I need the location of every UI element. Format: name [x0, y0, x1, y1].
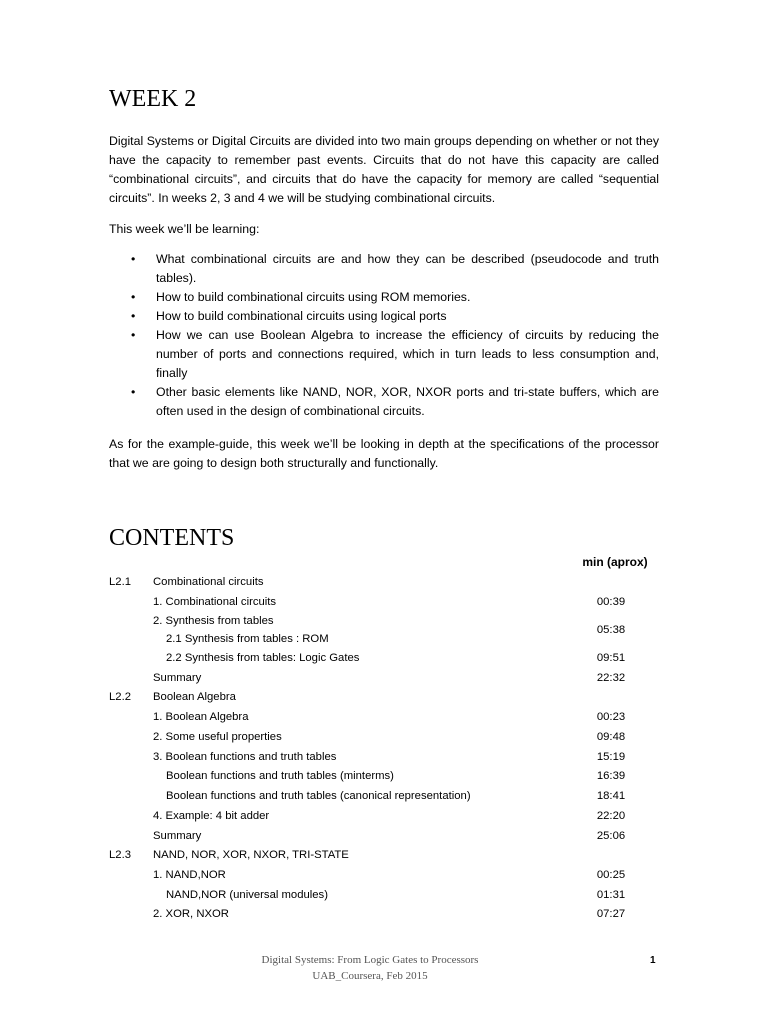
toc-time: 07:27	[596, 908, 626, 920]
bullet-icon: •	[131, 328, 136, 342]
toc-row	[0, 905, 768, 923]
toc-label: Summary	[153, 672, 202, 684]
toc-label: NAND,NOR (universal modules)	[166, 889, 328, 901]
toc-label: 1. Boolean Algebra	[153, 711, 249, 723]
toc-label: 2. Synthesis from tables	[153, 615, 274, 627]
toc-time: 00:23	[596, 711, 626, 723]
bullet-icon: •	[131, 385, 136, 399]
toc-row	[0, 886, 768, 904]
toc-time: 16:39	[596, 770, 626, 782]
toc-time: 01:31	[596, 889, 626, 901]
toc-row	[0, 612, 768, 630]
list-item-text: How to build combinational circuits using ROM memories.	[156, 290, 471, 304]
toc-row	[0, 846, 768, 864]
list-item-text: Other basic elements like NAND, NOR, XOR, NXOR ports and tri-state buffers, which are often used in the design of combinational circuits.	[156, 385, 659, 418]
list-item-text: How to build combinational circuits using logical ports	[156, 309, 447, 323]
toc-label: Boolean functions and truth tables (minterms)	[166, 770, 394, 782]
toc-row	[0, 807, 768, 825]
toc-label: 2.1 Synthesis from tables : ROM	[166, 633, 329, 645]
toc-time: 18:41	[596, 790, 626, 802]
toc-label: 4. Example: 4 bit adder	[153, 810, 270, 822]
example-guide-paragraph: As for the example-guide, this week we’ll be looking in depth at the specifications of the processor that we are going to design both structurally and functionally.	[109, 437, 659, 470]
toc-row	[0, 624, 768, 648]
list-item-text: How we can use Boolean Algebra to increase the efficiency of circuits by reducing the number of ports and connections required, which in turn leads to less consumption and, finally	[156, 328, 659, 380]
toc-time: 00:39	[596, 596, 626, 608]
toc-row	[0, 827, 768, 845]
duration-column-header: min (aprox)	[582, 555, 648, 569]
learning-lead: This week we’ll be learning:	[109, 222, 260, 236]
toc-row	[0, 669, 768, 687]
footer-course-title: Digital Systems: From Logic Gates to Processors	[261, 954, 479, 966]
toc-row	[0, 649, 768, 667]
toc-row	[0, 593, 768, 611]
toc-label: 2.2 Synthesis from tables: Logic Gates	[166, 652, 360, 664]
list-item-text: What combinational circuits are and how they can be described (pseudocode and truth tables).	[156, 252, 659, 285]
toc-row	[0, 748, 768, 766]
toc-label: 2. Some useful properties	[153, 731, 282, 743]
toc-row	[0, 767, 768, 785]
lesson-code: L2.1	[109, 576, 131, 588]
toc-time: 09:48	[596, 731, 626, 743]
toc-time: 05:38	[596, 624, 626, 636]
toc-row	[0, 866, 768, 884]
toc-label: 1. NAND,NOR	[153, 869, 226, 881]
toc-row	[0, 573, 768, 591]
lesson-code: L2.2	[109, 691, 131, 703]
toc-time: 22:32	[596, 672, 626, 684]
toc-label: Boolean functions and truth tables (canonical representation)	[166, 790, 471, 802]
bullet-icon: •	[131, 290, 136, 304]
toc-label: Summary	[153, 830, 202, 842]
toc-label: NAND, NOR, XOR, NXOR, TRI-STATE	[153, 849, 349, 861]
toc-time: 09:51	[596, 652, 626, 664]
toc-time: 15:19	[596, 751, 626, 763]
page-number: 1	[650, 955, 656, 966]
bullet-icon: •	[131, 252, 136, 266]
bullet-icon: •	[131, 309, 136, 323]
toc-time: 25:06	[596, 830, 626, 842]
toc-row	[0, 708, 768, 726]
toc-label: Boolean Algebra	[153, 691, 236, 703]
lesson-code: L2.3	[109, 849, 131, 861]
page-footer	[200, 952, 540, 984]
week-title: WEEK 2	[109, 86, 197, 112]
toc-row	[0, 688, 768, 706]
toc-row	[0, 787, 768, 805]
footer-course-info: UAB_Coursera, Feb 2015	[312, 970, 428, 982]
toc-label: 2. XOR, NXOR	[153, 908, 229, 920]
toc-label: Combinational circuits	[153, 576, 264, 588]
contents-title: CONTENTS	[109, 525, 235, 551]
toc-label: 3. Boolean functions and truth tables	[153, 751, 337, 763]
toc-row	[0, 728, 768, 746]
toc-time: 00:25	[596, 869, 626, 881]
intro-paragraph: Digital Systems or Digital Circuits are divided into two main groups depending on whether or not they have the capacity to remember past events. Circuits that do not have this capacity are called “combinational circuits”, and circuits that do have the capacity for memory are called “sequential circuits”. In weeks 2, 3 and 4 we will be studying combinational circuits.	[109, 134, 659, 205]
toc-label: 1. Combinational circuits	[153, 596, 277, 608]
toc-time: 22:20	[596, 810, 626, 822]
